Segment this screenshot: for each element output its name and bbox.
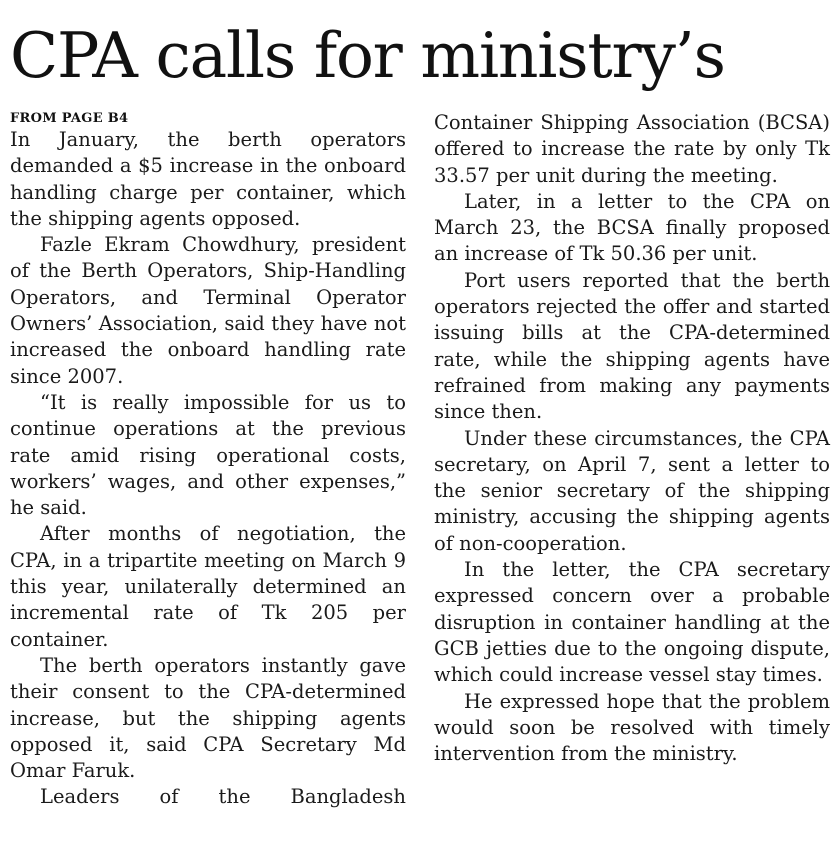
paragraph: The berth operators instantly gave their consent to the CPA-determined increase, but the shipping agents opposed it, said CPA Secretary Md Omar Faruk. (10, 653, 406, 783)
paragraph: In January, the berth operators demanded a $5 increase in the onboard handling charge per container, which the shipping agents opposed. (10, 128, 406, 230)
paragraph: Leaders of the Bangladesh (40, 785, 406, 809)
article-column-right (434, 110, 830, 767)
paragraph: He expressed hope that the problem would soon be resolved with timely intervention from the ministry. (434, 689, 830, 766)
headline: CPA calls for ministry’s (10, 19, 725, 92)
paragraph: Later, in a letter to the CPA on March 23, the BCSA finally proposed an increase of Tk 50.36 per unit. (434, 189, 830, 266)
article-column-left (10, 110, 406, 811)
paragraph: Port users reported that the berth operators rejected the offer and started issuing bills at the CPA-determined rate, while the shipping agents have refrained from making any payments since then. (434, 268, 830, 424)
continuation-kicker: FROM PAGE B4 (10, 111, 129, 126)
paragraph: Under these circumstances, the CPA secretary, on April 7, sent a letter to the senior secretary of the shipping ministry, accusing the shipping agents of non-cooperation. (434, 426, 830, 555)
paragraph: “It is really impossible for us to continue operations at the previous rate amid rising operational costs, workers’ wages, and other expenses,” he said. (10, 390, 406, 520)
paragraph: After months of negotiation, the CPA, in a tripartite meeting on March 9 this year, unilaterally determined an incremental rate of Tk 205 per container. (10, 522, 406, 651)
paragraph: In the letter, the CPA secretary expressed concern over a probable disruption in container handling at the GCB jetties due to the ongoing dispute, which could increase vessel stay times. (434, 558, 830, 687)
paragraph: Container Shipping Association (BCSA) offered to increase the rate by only Tk 33.57 per unit during the meeting. (434, 111, 830, 187)
paragraph: Fazle Ekram Chowdhury, president of the Berth Operators, Ship-Handling Operators, and Terminal Operator Owners’ Association, said they have not increased the onboard handling rate since 2007. (10, 233, 406, 388)
